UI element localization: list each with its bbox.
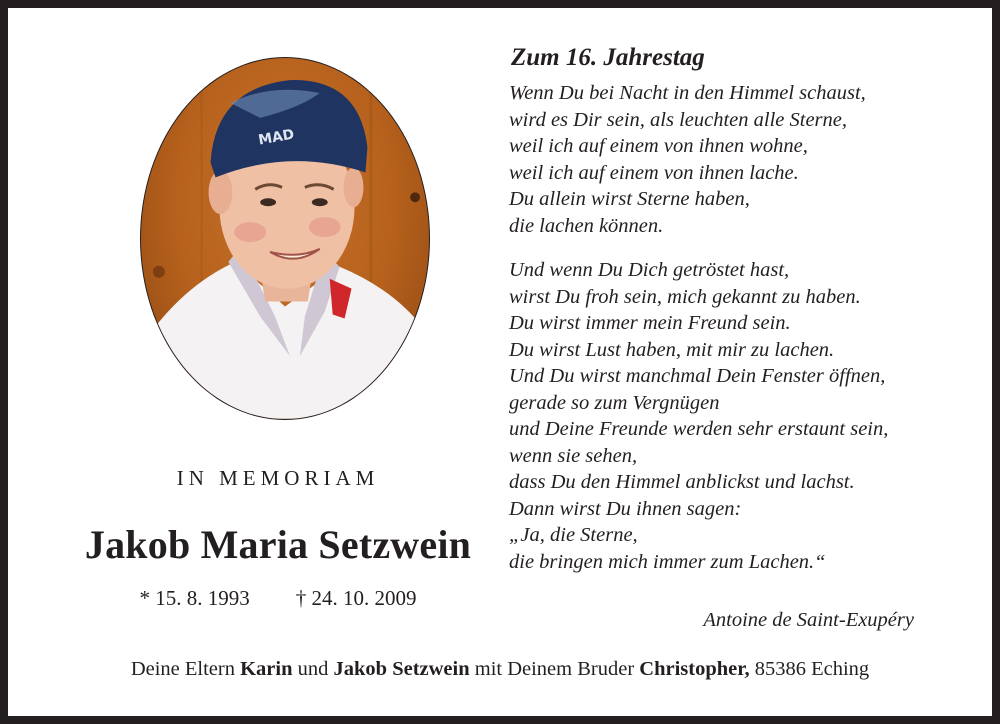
poem-stanza-2 [509,257,888,575]
poem-line: Du wirst Lust haben, mit mir zu lachen. [509,338,835,361]
poem-line: wird es Dir sein, als leuchten alle Sterne, [509,108,848,131]
life-dates [68,586,488,611]
footer-text: mit Deinem Bruder [469,658,640,680]
footer-text: und [292,658,334,680]
mother-name: Karin [240,658,293,680]
poem-line: gerade so zum Vergnügen [509,391,720,414]
memorial-card [8,8,992,716]
father-name: Jakob Setzwein [333,658,470,680]
poem-line: Du allein wirst Sterne haben, [509,188,750,210]
poem-line: dass Du den Himmel anblickst und lachst. [509,471,855,493]
death-date: † 24. 10. 2009 [295,586,417,610]
brother-name: Christopher, [639,658,750,680]
family-signature [8,658,992,681]
poem-line: die bringen mich immer zum Lachen.“ [509,550,826,573]
poem-line: Du wirst immer mein Freund sein. [509,312,791,334]
portrait-illustration [141,58,429,419]
svg-text:MAD: MAD [257,126,296,149]
poem-line: wirst Du froh sein, mich gekannt zu haben. [509,285,861,308]
poem-stanza-1 [509,80,866,239]
poem-line: Und wenn Du Dich getröstet hast, [509,259,790,281]
poem-line: und Deine Freunde werden sehr erstaunt sein, [509,418,889,440]
footer-location: 85386 Eching [749,658,870,680]
anniversary-title: Zum 16. Jahrestag [511,44,705,71]
poem-line: weil ich auf einem von ihnen lache. [509,161,799,184]
poem-line: wenn sie sehen, [509,444,638,467]
deceased-name: Jakob Maria Setzwein [84,522,472,567]
birth-date: * 15. 8. 1993 [139,586,250,610]
footer-text: Deine Eltern [130,658,241,680]
poem-line: die lachen können. [509,214,664,237]
poem-line: Und Du wirst manchmal Dein Fenster öffnen, [509,365,886,387]
portrait-photo [140,57,430,420]
poem-line: Wenn Du bei Nacht in den Himmel schaust, [509,82,866,104]
poem-line: weil ich auf einem von ihnen wohne, [509,135,808,157]
poem-author: Antoine de Saint-Exupéry [703,609,914,631]
poem-line: „Ja, die Sterne, [509,524,638,546]
in-memoriam-heading: IN MEMORIAM [176,466,380,490]
poem-line: Dann wirst Du ihnen sagen: [509,497,742,520]
